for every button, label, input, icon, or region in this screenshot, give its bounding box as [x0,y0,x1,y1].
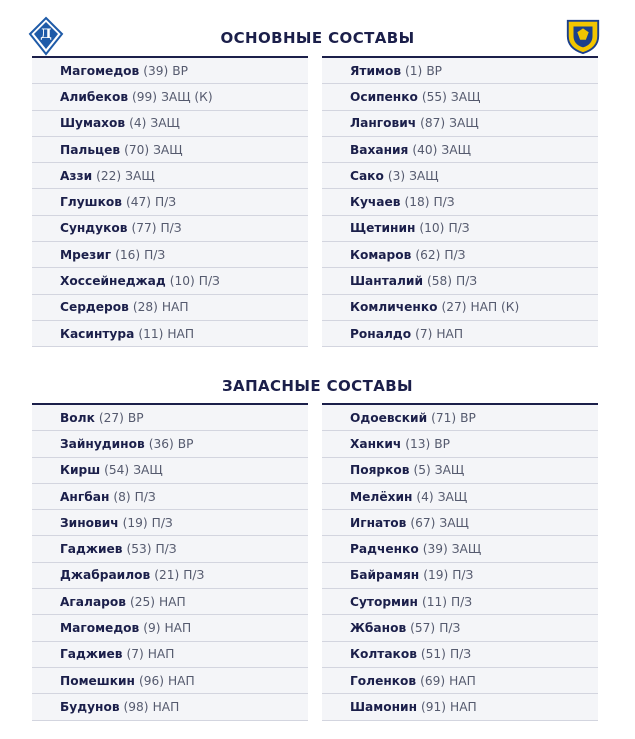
player-name: Ангбан [60,489,110,504]
player-row [32,321,308,347]
player-number: (10) [169,274,195,289]
player-position: ВР [127,410,144,425]
player-row [322,642,598,668]
player-number: (55) [421,89,447,104]
player-row [322,484,598,510]
player-name: Глушков [60,195,122,210]
player-row [322,242,598,268]
player-row [322,510,598,536]
player-row [32,563,308,589]
player-row [32,242,308,268]
player-number: (19) [423,568,449,583]
player-row [32,536,308,562]
player-position: П/З [444,247,466,262]
player-number: (16) [115,247,141,262]
player-position: НАП [167,326,195,341]
player-name: Аззи [60,168,93,183]
player-row [322,268,598,294]
player-position: П/З [433,195,455,210]
player-position: ЗАЩ [409,168,439,183]
player-name: Магомедов [60,621,140,636]
player-number: (1) [405,63,423,78]
player-name: Сундуков [60,221,128,236]
player-name: Мелёхин [350,489,413,504]
player-row [32,484,308,510]
player-name: Осипенко [350,89,418,104]
substitutes-title: ЗАПАСНЫЕ СОСТАВЫ [222,377,413,395]
player-row [322,58,598,84]
player-number: (4) [416,489,434,504]
player-number: (27) [98,410,124,425]
player-number: (99) [132,89,158,104]
player-position: П/З [449,647,472,662]
player-row [32,405,308,431]
starting-lineups-title: ОСНОВНЫЕ СОСТАВЫ [220,29,415,47]
player-name: Помешкин [60,673,135,688]
player-position: П/З [154,195,177,210]
player-row [322,111,598,137]
player-position: НАП [147,647,175,662]
player-position: ЗАЩ (К) [161,89,213,104]
player-position: НАП [152,699,180,714]
player-number: (67) [410,515,436,530]
player-row [322,216,598,242]
player-row [32,58,308,84]
player-number: (4) [129,116,147,131]
player-position: НАП [159,594,186,609]
player-name: Одоевский [350,410,428,425]
away-starting-list [322,56,598,347]
player-row [322,668,598,694]
player-row [32,111,308,137]
player-position: ЗАЩ [125,168,155,183]
player-number: (21) [154,568,180,583]
player-name: Шумахов [60,116,126,131]
player-number: (3) [387,168,406,183]
player-number: (8) [113,489,131,504]
player-position: НАП [164,621,192,636]
player-row [32,615,308,641]
player-name: Радченко [350,542,419,557]
player-position: НАП [449,673,476,688]
player-row [322,163,598,189]
player-number: (39) [143,63,169,78]
player-name: Хоссейнеджад [60,274,166,289]
player-row [322,295,598,321]
player-row [32,295,308,321]
player-position: ВР [426,63,443,78]
player-number: (11) [138,326,164,341]
player-row [32,137,308,163]
player-name: Гаджиев [60,647,123,662]
player-position: ВР [172,63,188,78]
player-position: НАП (К) [470,300,520,315]
home-starting-list [32,56,308,347]
player-number: (58) [427,274,453,289]
player-row [322,615,598,641]
svg-text:Д: Д [40,27,52,42]
player-name: Магомедов [60,63,140,78]
player-name: Игнатов [350,515,407,530]
player-position: ЗАЩ [450,89,481,104]
player-number: (70) [124,142,150,157]
player-name: Зайнудинов [60,436,145,451]
player-row [32,668,308,694]
player-row [322,84,598,110]
player-name: Вахания [350,142,409,157]
player-number: (91) [421,699,447,714]
player-position: П/З [452,568,474,583]
player-name: Будунов [60,699,120,714]
player-name: Сердеров [60,300,129,315]
player-name: Ятимов [350,63,402,78]
player-position: П/З [439,621,461,636]
player-position: ВР [177,436,194,451]
player-position: ЗАЩ [451,542,482,557]
player-position: ЗАЩ [449,116,479,131]
player-row [322,137,598,163]
player-position: ВР [460,410,476,425]
player-number: (27) [441,300,467,315]
player-position: П/З [451,594,473,609]
player-number: (28) [132,300,158,315]
player-row [32,458,308,484]
player-number: (62) [415,247,441,262]
player-position: ЗАЩ [153,142,183,157]
player-name: Шамонин [350,699,417,714]
player-name: Кучаев [350,195,401,210]
player-name: Жбанов [350,621,407,636]
player-row [322,405,598,431]
player-number: (40) [412,142,438,157]
player-position: П/З [448,221,470,236]
player-name: Агаларов [60,594,126,609]
player-number: (54) [104,463,130,478]
player-name: Сутормин [350,594,418,609]
player-position: П/З [144,247,166,262]
player-number: (7) [415,326,433,341]
player-number: (69) [420,673,446,688]
player-name: Роналдо [350,326,412,341]
player-position: П/З [134,489,156,504]
player-name: Зинович [60,515,119,530]
player-number: (7) [126,647,144,662]
player-name: Комличенко [350,300,438,315]
player-number: (25) [129,594,156,609]
player-position: ЗАЩ [133,463,163,478]
player-row [32,216,308,242]
home-subs-list [32,403,308,721]
player-position: НАП [168,673,195,688]
player-row [322,321,598,347]
player-name: Сако [350,168,384,183]
player-number: (36) [148,436,174,451]
player-position: НАП [161,300,189,315]
player-number: (96) [138,673,165,688]
player-row [32,589,308,615]
player-position: НАП [436,326,464,341]
player-position: П/З [151,515,173,530]
player-number: (13) [405,436,431,451]
player-row [322,563,598,589]
player-position: НАП [450,699,477,714]
player-name: Голенков [350,673,417,688]
player-name: Лангович [350,116,417,131]
player-number: (71) [431,410,457,425]
player-name: Волк [60,410,95,425]
player-position: ЗАЩ [150,116,180,131]
player-name: Колтаков [350,647,417,662]
player-name: Мрезиг [60,247,112,262]
player-number: (51) [420,647,446,662]
player-name: Пальцев [60,142,121,157]
player-position: ВР [434,436,450,451]
away-subs-list [322,403,598,721]
player-position: ЗАЩ [439,515,469,530]
player-name: Комаров [350,247,412,262]
player-name: Байрамян [350,568,420,583]
player-number: (19) [122,515,148,530]
player-position: ЗАЩ [437,489,468,504]
player-row [32,510,308,536]
player-number: (9) [143,621,161,636]
player-position: П/З [155,542,177,557]
player-position: ЗАЩ [441,142,471,157]
player-row [322,694,598,720]
player-row [32,642,308,668]
player-number: (39) [422,542,448,557]
player-name: Кирш [60,463,101,478]
player-number: (98) [123,699,149,714]
player-number: (47) [125,195,151,210]
player-name: Щетинин [350,221,416,236]
player-number: (53) [126,542,152,557]
player-number: (11) [421,594,448,609]
player-name: Ханкич [350,436,402,451]
player-row [322,458,598,484]
player-number: (87) [420,116,446,131]
player-number: (5) [413,463,431,478]
player-row [32,189,308,215]
player-row [32,694,308,720]
player-number: (77) [131,221,157,236]
player-row [322,431,598,457]
player-position: П/З [183,568,205,583]
player-name: Гаджиев [60,542,123,557]
player-row [322,589,598,615]
player-row [322,536,598,562]
player-position: П/З [160,221,182,236]
player-number: (22) [96,168,122,183]
player-name: Джабраилов [60,568,151,583]
player-row [32,163,308,189]
player-row [32,268,308,294]
player-position: ЗАЩ [434,463,465,478]
player-position: П/З [456,274,478,289]
player-number: (57) [410,621,436,636]
player-row [322,189,598,215]
player-number: (18) [404,195,430,210]
player-name: Шанталий [350,274,423,289]
player-position: П/З [198,274,220,289]
player-name: Поярков [350,463,410,478]
player-row [32,84,308,110]
player-number: (10) [419,221,445,236]
player-name: Алибеков [60,89,129,104]
player-name: Касинтура [60,326,135,341]
player-row [32,431,308,457]
